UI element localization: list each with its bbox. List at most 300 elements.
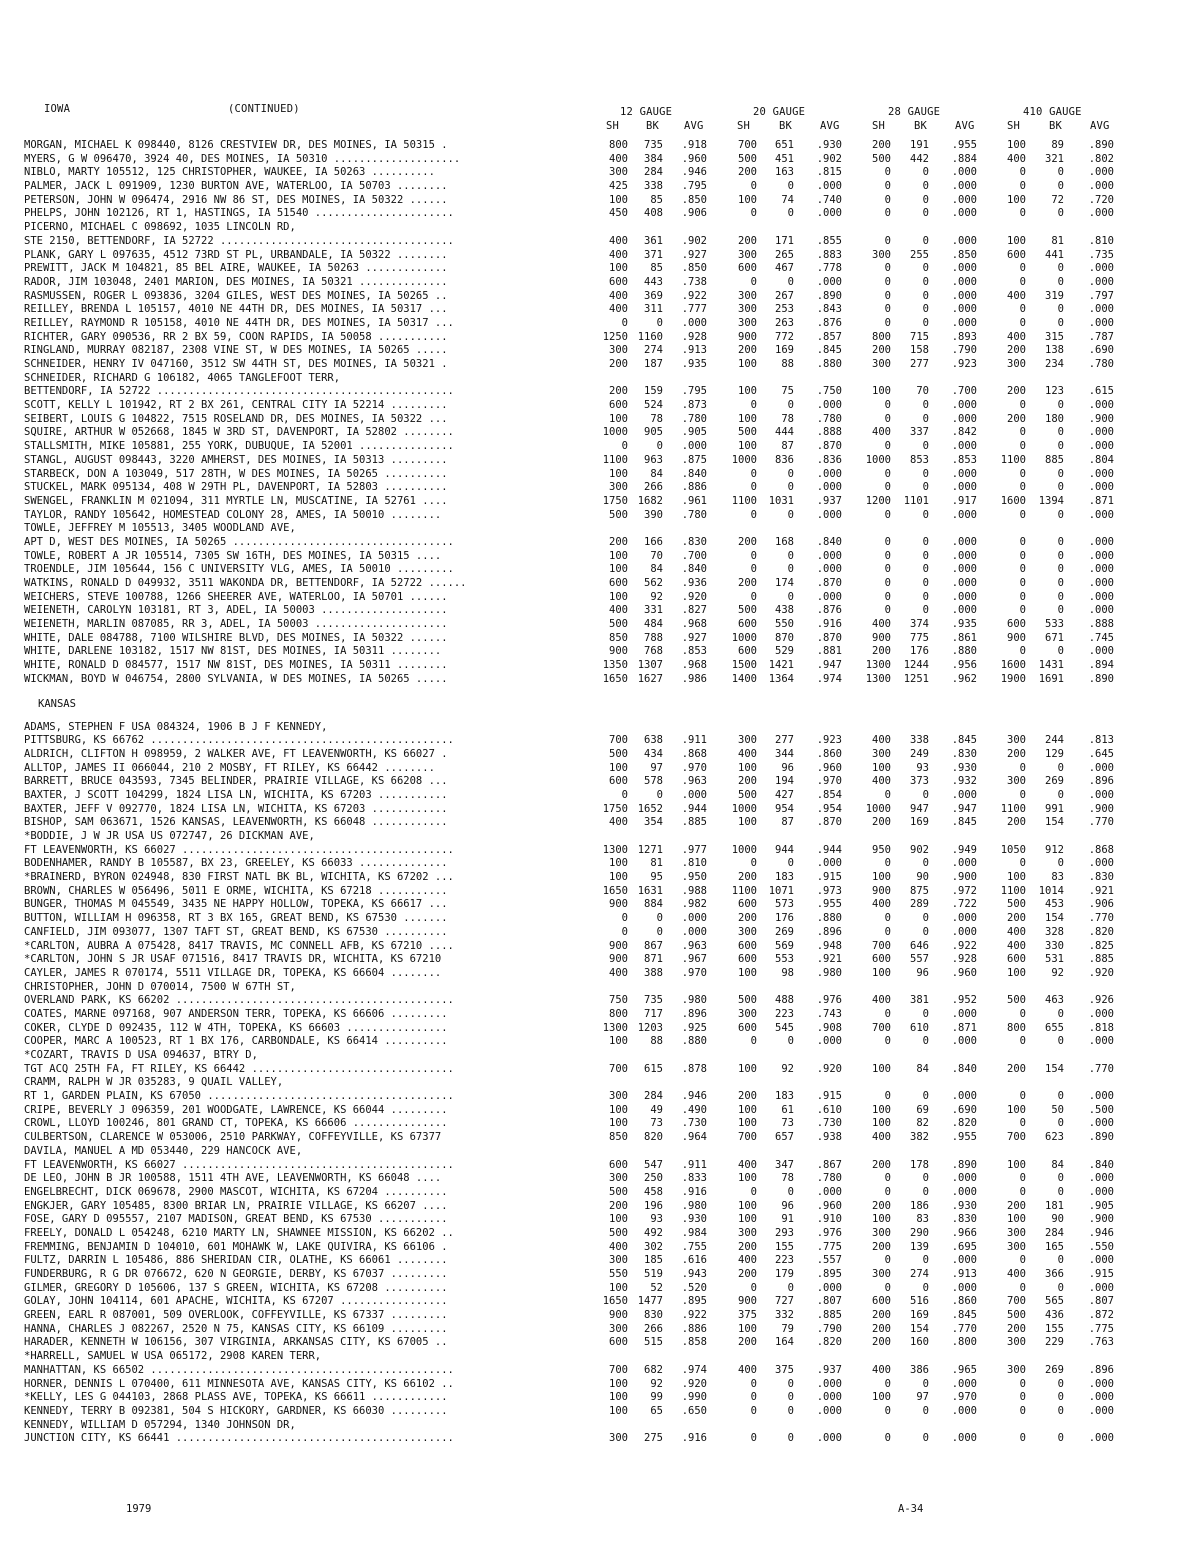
gauge-header-12: 12 GAUGE — [620, 106, 673, 118]
score-shot: 0 — [884, 1404, 891, 1417]
score-broken: 354 — [644, 816, 663, 829]
col-label-bk: BK — [779, 120, 793, 132]
score-average: .921 — [1088, 884, 1114, 897]
score-average: .855 — [816, 234, 842, 247]
score-average: .943 — [681, 1268, 707, 1280]
score-shot: 900 — [609, 645, 628, 658]
score-average: .858 — [681, 1336, 707, 1349]
entrant-name-address: WHITE, RONALD D 084577, 1517 NW 81ST, DES MOINES, IA 50311 ........ — [24, 659, 448, 672]
score-shot: 100 — [1007, 193, 1026, 206]
col-label-sh: SH — [1007, 120, 1021, 132]
score-broken: 187 — [644, 358, 663, 370]
entrant-name-address: MANHATTAN, KS 66502 ................................................ — [24, 1363, 454, 1376]
score-shot: 400 — [609, 248, 628, 261]
score-broken: 463 — [1045, 994, 1064, 1007]
table-row — [24, 522, 1134, 536]
score-average: .000 — [951, 193, 977, 206]
score-broken: 0 — [787, 590, 794, 603]
score-shot: 500 — [738, 604, 757, 617]
score-average: .800 — [951, 1336, 977, 1349]
score-shot: 100 — [872, 1103, 891, 1116]
score-average: .755 — [681, 1240, 707, 1253]
score-shot: 300 — [738, 1226, 757, 1239]
score-average: .853 — [951, 453, 977, 466]
score-broken: 408 — [644, 207, 663, 220]
score-shot: 800 — [609, 1007, 628, 1020]
score-average: .000 — [1088, 761, 1114, 774]
score-shot: 1000 — [731, 843, 757, 856]
score-broken: 0 — [1057, 590, 1064, 603]
score-broken: 0 — [1057, 180, 1064, 193]
score-average: .000 — [951, 481, 977, 494]
score-broken: 78 — [781, 1172, 794, 1185]
score-average: .000 — [681, 440, 707, 453]
score-average: .700 — [951, 385, 977, 398]
score-broken: 89 — [1051, 139, 1064, 151]
score-shot: 100 — [872, 966, 891, 979]
score-average: .920 — [1088, 966, 1114, 979]
score-shot: 1000 — [865, 802, 891, 815]
score-shot: 0 — [884, 1172, 891, 1185]
score-broken: 0 — [1057, 166, 1064, 179]
score-average: .840 — [816, 535, 842, 548]
score-shot: 100 — [738, 1213, 757, 1226]
score-average: .963 — [681, 775, 707, 788]
score-shot: 600 — [738, 953, 757, 966]
score-average: .615 — [1088, 385, 1114, 398]
score-shot: 300 — [1007, 734, 1026, 747]
score-broken: 0 — [1057, 1007, 1064, 1020]
score-average: .770 — [1088, 1062, 1114, 1075]
score-average: .843 — [816, 303, 842, 316]
table-row — [24, 803, 1134, 817]
score-average: .000 — [816, 508, 842, 521]
score-shot: 850 — [609, 1131, 628, 1144]
score-shot: 0 — [1019, 275, 1026, 288]
entrant-name-address: BUTTON, WILLIAM H 096358, RT 3 BX 165, GREAT BEND, KS 67530 ....... — [24, 912, 448, 925]
table-row — [24, 1117, 1134, 1131]
score-average: .870 — [816, 816, 842, 829]
score-shot: 100 — [738, 440, 757, 453]
score-shot: 100 — [609, 1377, 628, 1390]
score-average: .880 — [681, 1035, 707, 1048]
score-shot: 1300 — [602, 843, 628, 856]
score-broken: 78 — [650, 412, 663, 425]
score-average: .944 — [681, 802, 707, 815]
score-shot: 100 — [738, 966, 757, 979]
score-broken: 0 — [922, 275, 929, 288]
score-average: .883 — [816, 248, 842, 261]
table-row — [24, 994, 1134, 1008]
score-broken: 0 — [787, 857, 794, 870]
score-broken: 93 — [650, 1213, 663, 1226]
entrant-name-address: FOSE, GARY D 095557, 2107 MADISON, GREAT BEND, KS 67530 ........... — [24, 1213, 448, 1226]
score-broken: 0 — [1057, 535, 1064, 548]
score-average: .827 — [681, 604, 707, 617]
score-broken: 442 — [910, 152, 929, 165]
score-shot: 100 — [738, 816, 757, 829]
gauge-header-410: 410 GAUGE — [1023, 106, 1082, 118]
score-shot: 100 — [738, 1117, 757, 1130]
entrant-name-address: BODENHAMER, RANDY B 105587, BX 23, GREELEY, KS 66033 .............. — [24, 857, 448, 870]
score-average: .775 — [1088, 1322, 1114, 1335]
table-row — [24, 372, 1134, 386]
score-shot: 200 — [872, 344, 891, 357]
score-shot: 1300 — [865, 659, 891, 672]
score-broken: 1307 — [637, 659, 663, 672]
score-broken: 181 — [1045, 1199, 1064, 1212]
score-shot: 900 — [738, 1295, 757, 1308]
score-shot: 100 — [872, 1391, 891, 1404]
score-average: .963 — [681, 939, 707, 952]
score-broken: 0 — [922, 440, 929, 453]
entrant-name-address: REILLEY, RAYMOND R 105158, 4010 NE 44TH DR, DES MOINES, IA 50317 ... — [24, 316, 454, 329]
score-average: .770 — [1088, 816, 1114, 829]
score-shot: 0 — [884, 289, 891, 302]
table-row — [24, 871, 1134, 885]
score-average: .885 — [681, 816, 707, 829]
score-average: .880 — [816, 358, 842, 370]
score-broken: 321 — [1045, 152, 1064, 165]
score-average: .557 — [816, 1254, 842, 1267]
score-broken: 0 — [787, 481, 794, 494]
table-row — [24, 1213, 1134, 1227]
score-average: .944 — [816, 843, 842, 856]
score-average: .743 — [816, 1007, 842, 1020]
col-label-avg: AVG — [955, 120, 975, 132]
table-row — [24, 331, 1134, 345]
score-average: .925 — [681, 1021, 707, 1034]
entrant-name-address: BARRETT, BRUCE 043593, 7345 BELINDER, PRAIRIE VILLAGE, KS 66208 ... — [24, 775, 448, 788]
score-shot: 400 — [609, 234, 628, 247]
score-broken: 0 — [787, 275, 794, 288]
score-broken: 0 — [922, 1090, 929, 1103]
score-broken: 0 — [922, 412, 929, 425]
score-average: .850 — [951, 248, 977, 261]
score-shot: 0 — [1019, 1117, 1026, 1130]
score-shot: 300 — [609, 1322, 628, 1335]
score-broken: 1421 — [768, 659, 794, 672]
score-broken: 180 — [1045, 412, 1064, 425]
score-average: .000 — [1088, 857, 1114, 870]
score-average: .000 — [951, 604, 977, 617]
score-broken: 735 — [644, 994, 663, 1007]
score-broken: 88 — [650, 1035, 663, 1048]
score-shot: 0 — [1019, 166, 1026, 179]
score-shot: 200 — [872, 1322, 891, 1335]
score-average: .923 — [951, 358, 977, 370]
table-row — [24, 1282, 1134, 1296]
score-average: .770 — [951, 1322, 977, 1335]
score-broken: 438 — [775, 604, 794, 617]
score-average: .850 — [681, 262, 707, 275]
score-average: .935 — [681, 358, 707, 370]
score-broken: 1271 — [637, 843, 663, 856]
score-shot: 200 — [738, 1090, 757, 1103]
score-broken: 266 — [644, 1322, 663, 1335]
score-shot: 0 — [1019, 1377, 1026, 1390]
score-average: .973 — [816, 884, 842, 897]
score-average: .880 — [816, 912, 842, 925]
score-average: .890 — [1088, 672, 1114, 685]
score-shot: 100 — [872, 385, 891, 398]
score-shot: 700 — [738, 139, 757, 151]
score-average: .778 — [816, 262, 842, 275]
score-broken: 0 — [922, 193, 929, 206]
score-shot: 100 — [1007, 966, 1026, 979]
score-broken: 344 — [775, 747, 794, 760]
score-shot: 200 — [738, 1268, 757, 1280]
score-broken: 0 — [922, 788, 929, 801]
entrant-name-address: PETERSON, JOHN W 096474, 2916 NW 86 ST, DES MOINES, IA 50322 ...... — [24, 193, 448, 206]
score-shot: 400 — [738, 1254, 757, 1267]
table-row — [24, 1104, 1134, 1118]
score-average: .896 — [816, 925, 842, 938]
score-shot: 1000 — [731, 802, 757, 815]
score-broken: 171 — [775, 234, 794, 247]
score-broken: 73 — [650, 1117, 663, 1130]
score-shot: 0 — [750, 857, 757, 870]
score-broken: 443 — [644, 275, 663, 288]
score-broken: 166 — [644, 535, 663, 548]
score-broken: 84 — [650, 563, 663, 576]
score-broken: 92 — [650, 1377, 663, 1390]
table-row — [24, 166, 1134, 180]
score-broken: 164 — [775, 1336, 794, 1349]
score-shot: 0 — [750, 1404, 757, 1417]
score-broken: 92 — [781, 1062, 794, 1075]
score-average: .000 — [1088, 207, 1114, 220]
score-shot: 300 — [738, 303, 757, 316]
score-shot: 600 — [738, 262, 757, 275]
score-broken: 83 — [916, 1213, 929, 1226]
table-row — [24, 775, 1134, 789]
score-average: .000 — [951, 912, 977, 925]
table-row — [24, 358, 1134, 372]
entrant-name-address: DAVILA, MANUEL A MD 053440, 229 HANCOCK AVE, — [24, 1144, 303, 1157]
score-shot: 0 — [1019, 645, 1026, 658]
score-average: .888 — [816, 426, 842, 439]
score-broken: 138 — [1045, 344, 1064, 357]
score-shot: 400 — [609, 816, 628, 829]
entrant-name-address: GILMER, GREGORY D 105606, 137 S GREEN, WICHITA, KS 67208 .......... — [24, 1281, 448, 1294]
entrant-name-address: STALLSMITH, MIKE 105881, 255 YORK, DUBUQUE, IA 52001 ............... — [24, 440, 454, 453]
entrant-name-address: KENNEDY, TERRY B 092381, 504 S HICKORY, GARDNER, KS 66030 ......... — [24, 1404, 448, 1417]
score-broken: 253 — [775, 303, 794, 316]
score-shot: 0 — [1019, 563, 1026, 576]
score-broken: 384 — [644, 152, 663, 165]
score-shot: 900 — [1007, 631, 1026, 644]
score-shot: 300 — [872, 248, 891, 261]
score-broken: 905 — [644, 426, 663, 439]
score-average: .922 — [681, 1309, 707, 1322]
score-broken: 0 — [787, 1391, 794, 1404]
score-average: .896 — [1088, 1363, 1114, 1376]
entrant-name-address: BAXTER, JEFF V 092770, 1824 LISA LN, WICHITA, KS 67203 ............ — [24, 802, 448, 815]
score-average: .960 — [951, 966, 977, 979]
entrant-name-address: BUNGER, THOMAS M 045549, 3435 NE HAPPY HOLLOW, TOPEKA, KS 66617 ... — [24, 898, 448, 911]
score-shot: 600 — [738, 645, 757, 658]
score-broken: 69 — [916, 1103, 929, 1116]
entrant-name-address: *KELLY, LES G 044103, 2868 PLASS AVE, TOPEKA, KS 66611 ............ — [24, 1391, 448, 1404]
score-average: .820 — [816, 1336, 842, 1349]
score-broken: 0 — [1057, 1117, 1064, 1130]
table-row — [24, 454, 1134, 468]
score-shot: 600 — [609, 775, 628, 788]
score-average: .895 — [681, 1295, 707, 1308]
score-average: .000 — [816, 1377, 842, 1390]
score-shot: 500 — [738, 994, 757, 1007]
score-broken: 373 — [910, 775, 929, 788]
entrant-name-address: *BRAINERD, BYRON 024948, 830 FIRST NATL BK BL, WICHITA, KS 67202 ... — [24, 871, 454, 884]
score-average: .000 — [951, 1007, 977, 1020]
table-row — [24, 194, 1134, 208]
score-shot: 1300 — [602, 1021, 628, 1034]
score-average: .984 — [681, 1226, 707, 1239]
score-average: .740 — [816, 193, 842, 206]
score-broken: 902 — [910, 843, 929, 856]
score-average: .520 — [681, 1281, 707, 1294]
score-average: .000 — [816, 1391, 842, 1404]
score-broken: 788 — [644, 631, 663, 644]
score-broken: 0 — [922, 590, 929, 603]
score-shot: 400 — [609, 152, 628, 165]
score-broken: 484 — [644, 618, 663, 631]
score-average: .868 — [681, 747, 707, 760]
score-broken: 191 — [910, 139, 929, 151]
score-broken: 434 — [644, 747, 663, 760]
score-average: .000 — [816, 590, 842, 603]
table-row — [24, 1035, 1134, 1049]
score-average: .000 — [951, 234, 977, 247]
score-average: .890 — [1088, 139, 1114, 151]
score-average: .854 — [816, 788, 842, 801]
score-average: .871 — [951, 1021, 977, 1034]
entrant-name-address: *HARRELL, SAMUEL W USA 065172, 2908 KAREN TERR, — [24, 1350, 322, 1363]
score-broken: 0 — [1057, 275, 1064, 288]
score-shot: 200 — [872, 1309, 891, 1322]
table-row — [24, 1254, 1134, 1268]
score-shot: 1600 — [1000, 659, 1026, 672]
score-average: .955 — [951, 1131, 977, 1144]
score-shot: 200 — [872, 645, 891, 658]
score-average: .840 — [681, 563, 707, 576]
table-row — [24, 426, 1134, 440]
score-average: .970 — [951, 1391, 977, 1404]
entrant-name-address: MYERS, G W 096470, 3924 40, DES MOINES, IA 50310 .................... — [24, 152, 461, 165]
score-broken: 0 — [787, 1404, 794, 1417]
col-label-avg: AVG — [820, 120, 840, 132]
score-broken: 269 — [775, 925, 794, 938]
table-row — [24, 604, 1134, 618]
score-shot: 200 — [1007, 385, 1026, 398]
score-shot: 1750 — [602, 494, 628, 507]
score-broken: 0 — [922, 577, 929, 589]
table-row — [24, 317, 1134, 331]
score-shot: 200 — [738, 344, 757, 357]
score-broken: 284 — [644, 166, 663, 179]
score-broken: 90 — [1051, 1213, 1064, 1226]
score-average: .982 — [681, 898, 707, 911]
score-shot: 500 — [609, 508, 628, 521]
score-broken: 533 — [1045, 618, 1064, 631]
score-broken: 1031 — [768, 494, 794, 507]
score-average: .000 — [816, 1432, 842, 1445]
score-shot: 100 — [738, 761, 757, 774]
score-shot: 400 — [872, 1363, 891, 1376]
score-broken: 655 — [1045, 1021, 1064, 1034]
score-shot: 300 — [738, 734, 757, 747]
table-row — [24, 207, 1134, 221]
entrant-name-address: RICHTER, GARY 090536, RR 2 BX 59, COON RAPIDS, IA 50058 ........... — [24, 330, 448, 343]
score-average: .000 — [1088, 316, 1114, 329]
score-shot: 1100 — [731, 884, 757, 897]
score-average: .913 — [681, 344, 707, 357]
score-shot: 0 — [1019, 1035, 1026, 1048]
score-average: .932 — [951, 775, 977, 788]
score-average: .980 — [816, 966, 842, 979]
entrant-name-address: PREWITT, JACK M 104821, 85 BEL AIRE, WAUKEE, IA 50263 ............. — [24, 262, 448, 275]
score-broken: 963 — [644, 453, 663, 466]
score-broken: 0 — [922, 1185, 929, 1198]
score-broken: 623 — [1045, 1131, 1064, 1144]
score-broken: 0 — [922, 535, 929, 548]
score-shot: 0 — [884, 912, 891, 925]
score-broken: 123 — [1045, 385, 1064, 398]
score-broken: 610 — [910, 1021, 929, 1034]
score-broken: 562 — [644, 577, 663, 589]
score-average: .000 — [951, 316, 977, 329]
score-shot: 1000 — [731, 453, 757, 466]
score-broken: 0 — [787, 1185, 794, 1198]
score-average: .860 — [951, 1295, 977, 1308]
score-average: .853 — [681, 645, 707, 658]
score-shot: 0 — [1019, 1404, 1026, 1417]
score-average: .780 — [681, 412, 707, 425]
score-shot: 500 — [1007, 898, 1026, 911]
score-shot: 700 — [609, 1062, 628, 1075]
score-average: .986 — [681, 672, 707, 685]
score-broken: 176 — [910, 645, 929, 658]
score-broken: 186 — [910, 1199, 929, 1212]
score-average: .870 — [816, 577, 842, 589]
score-shot: 0 — [884, 1432, 891, 1445]
score-shot: 100 — [609, 563, 628, 576]
score-average: .645 — [1088, 747, 1114, 760]
score-average: .950 — [681, 871, 707, 884]
score-broken: 269 — [1045, 775, 1064, 788]
score-average: .000 — [951, 289, 977, 302]
entrant-name-address: RT 1, GARDEN PLAIN, KS 67050 ....................................... — [24, 1090, 454, 1103]
score-average: .830 — [681, 535, 707, 548]
score-broken: 97 — [916, 1391, 929, 1404]
score-average: .928 — [951, 953, 977, 966]
score-broken: 1394 — [1038, 494, 1064, 507]
score-shot: 100 — [1007, 1213, 1026, 1226]
score-shot: 100 — [609, 1281, 628, 1294]
score-broken: 1364 — [768, 672, 794, 685]
entrant-name-address: STARBECK, DON A 103049, 517 28TH, W DES MOINES, IA 50265 .......... — [24, 467, 448, 480]
score-broken: 70 — [650, 549, 663, 562]
score-average: .916 — [816, 618, 842, 631]
score-broken: 382 — [910, 1131, 929, 1144]
entrant-name-address: SCHNEIDER, HENRY IV 047160, 3512 SW 44TH ST, DES MOINES, IA 50321 . — [24, 358, 448, 370]
score-broken: 0 — [1057, 563, 1064, 576]
score-broken: 194 — [775, 775, 794, 788]
score-average: .842 — [951, 426, 977, 439]
score-average: .949 — [951, 843, 977, 856]
score-broken: 290 — [910, 1226, 929, 1239]
